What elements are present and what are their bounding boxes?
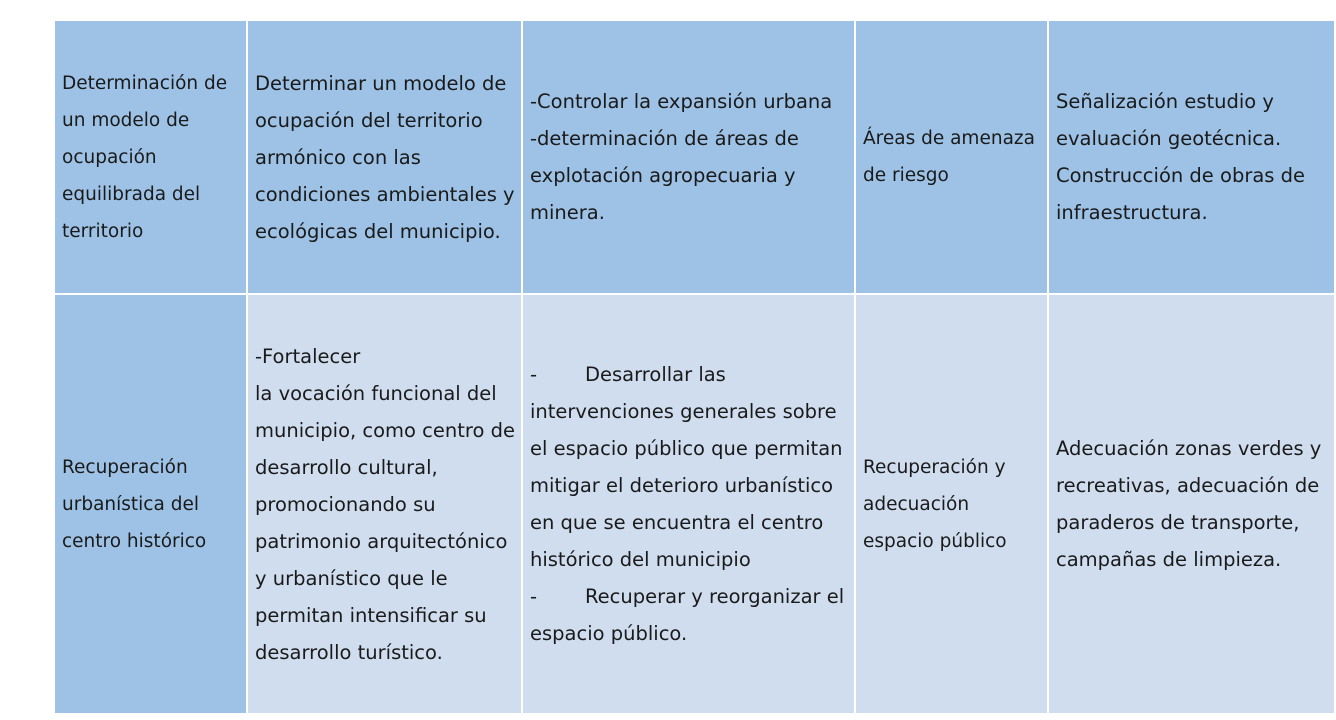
cell-text: Determinación de un modelo de ocupación equilibrada del territorio [62,72,228,242]
list-dash: - [530,363,538,386]
cell-line: la vocación funcional del municipio, como centro de desarrollo cultural, promocionando su patrimonio arquitectónico y urbanístico que le permitan intensificar su desarrollo turístico. [255,381,515,664]
table-cell [247,294,522,714]
table-cell [1048,294,1335,714]
table-cell [522,294,855,714]
table-row [54,20,1335,294]
cell-text: Adecuación zonas verdes y recreativas, adecuación de paraderos de transporte, campañas de limpieza. [1056,437,1322,571]
cell-line: -determinación de áreas de explotación agropecuaria y minera. [530,127,799,224]
cell-text: Recuperación urbanística del centro histórico [62,456,207,552]
list-item [530,578,848,652]
cell-line: -Fortalecer [255,344,361,368]
table-cell [855,294,1048,714]
planning-table [53,19,1336,715]
table-cell [54,294,247,714]
cell-text: Señalización estudio y evaluación geotécnica. Construcción de obras de infraestructura. [1056,90,1306,224]
cell-text: Recuperación y adecuación espacio público [863,456,1007,552]
table-cell [1048,20,1335,294]
cell-line: -Controlar la expansión urbana [530,90,833,113]
list-item-text: Recuperar y reorganizar el espacio público. [530,585,845,645]
cell-text: Determinar un modelo de ocupación del territorio armónico con las condiciones ambientales y ecológicas del municipio. [255,71,515,243]
table-row [54,294,1335,714]
table-cell [855,20,1048,294]
table-cell [247,20,522,294]
list-dash: - [530,585,538,608]
list-item-text: Desarrollar las intervenciones generales sobre el espacio público que permitan mitigar el deterioro urbanístico en que se encuentra el centro histórico del municipio [530,363,843,571]
cell-text: Áreas de amenaza de riesgo [863,128,1035,186]
list-item [530,356,848,578]
table-cell [54,20,247,294]
table-cell [522,20,855,294]
